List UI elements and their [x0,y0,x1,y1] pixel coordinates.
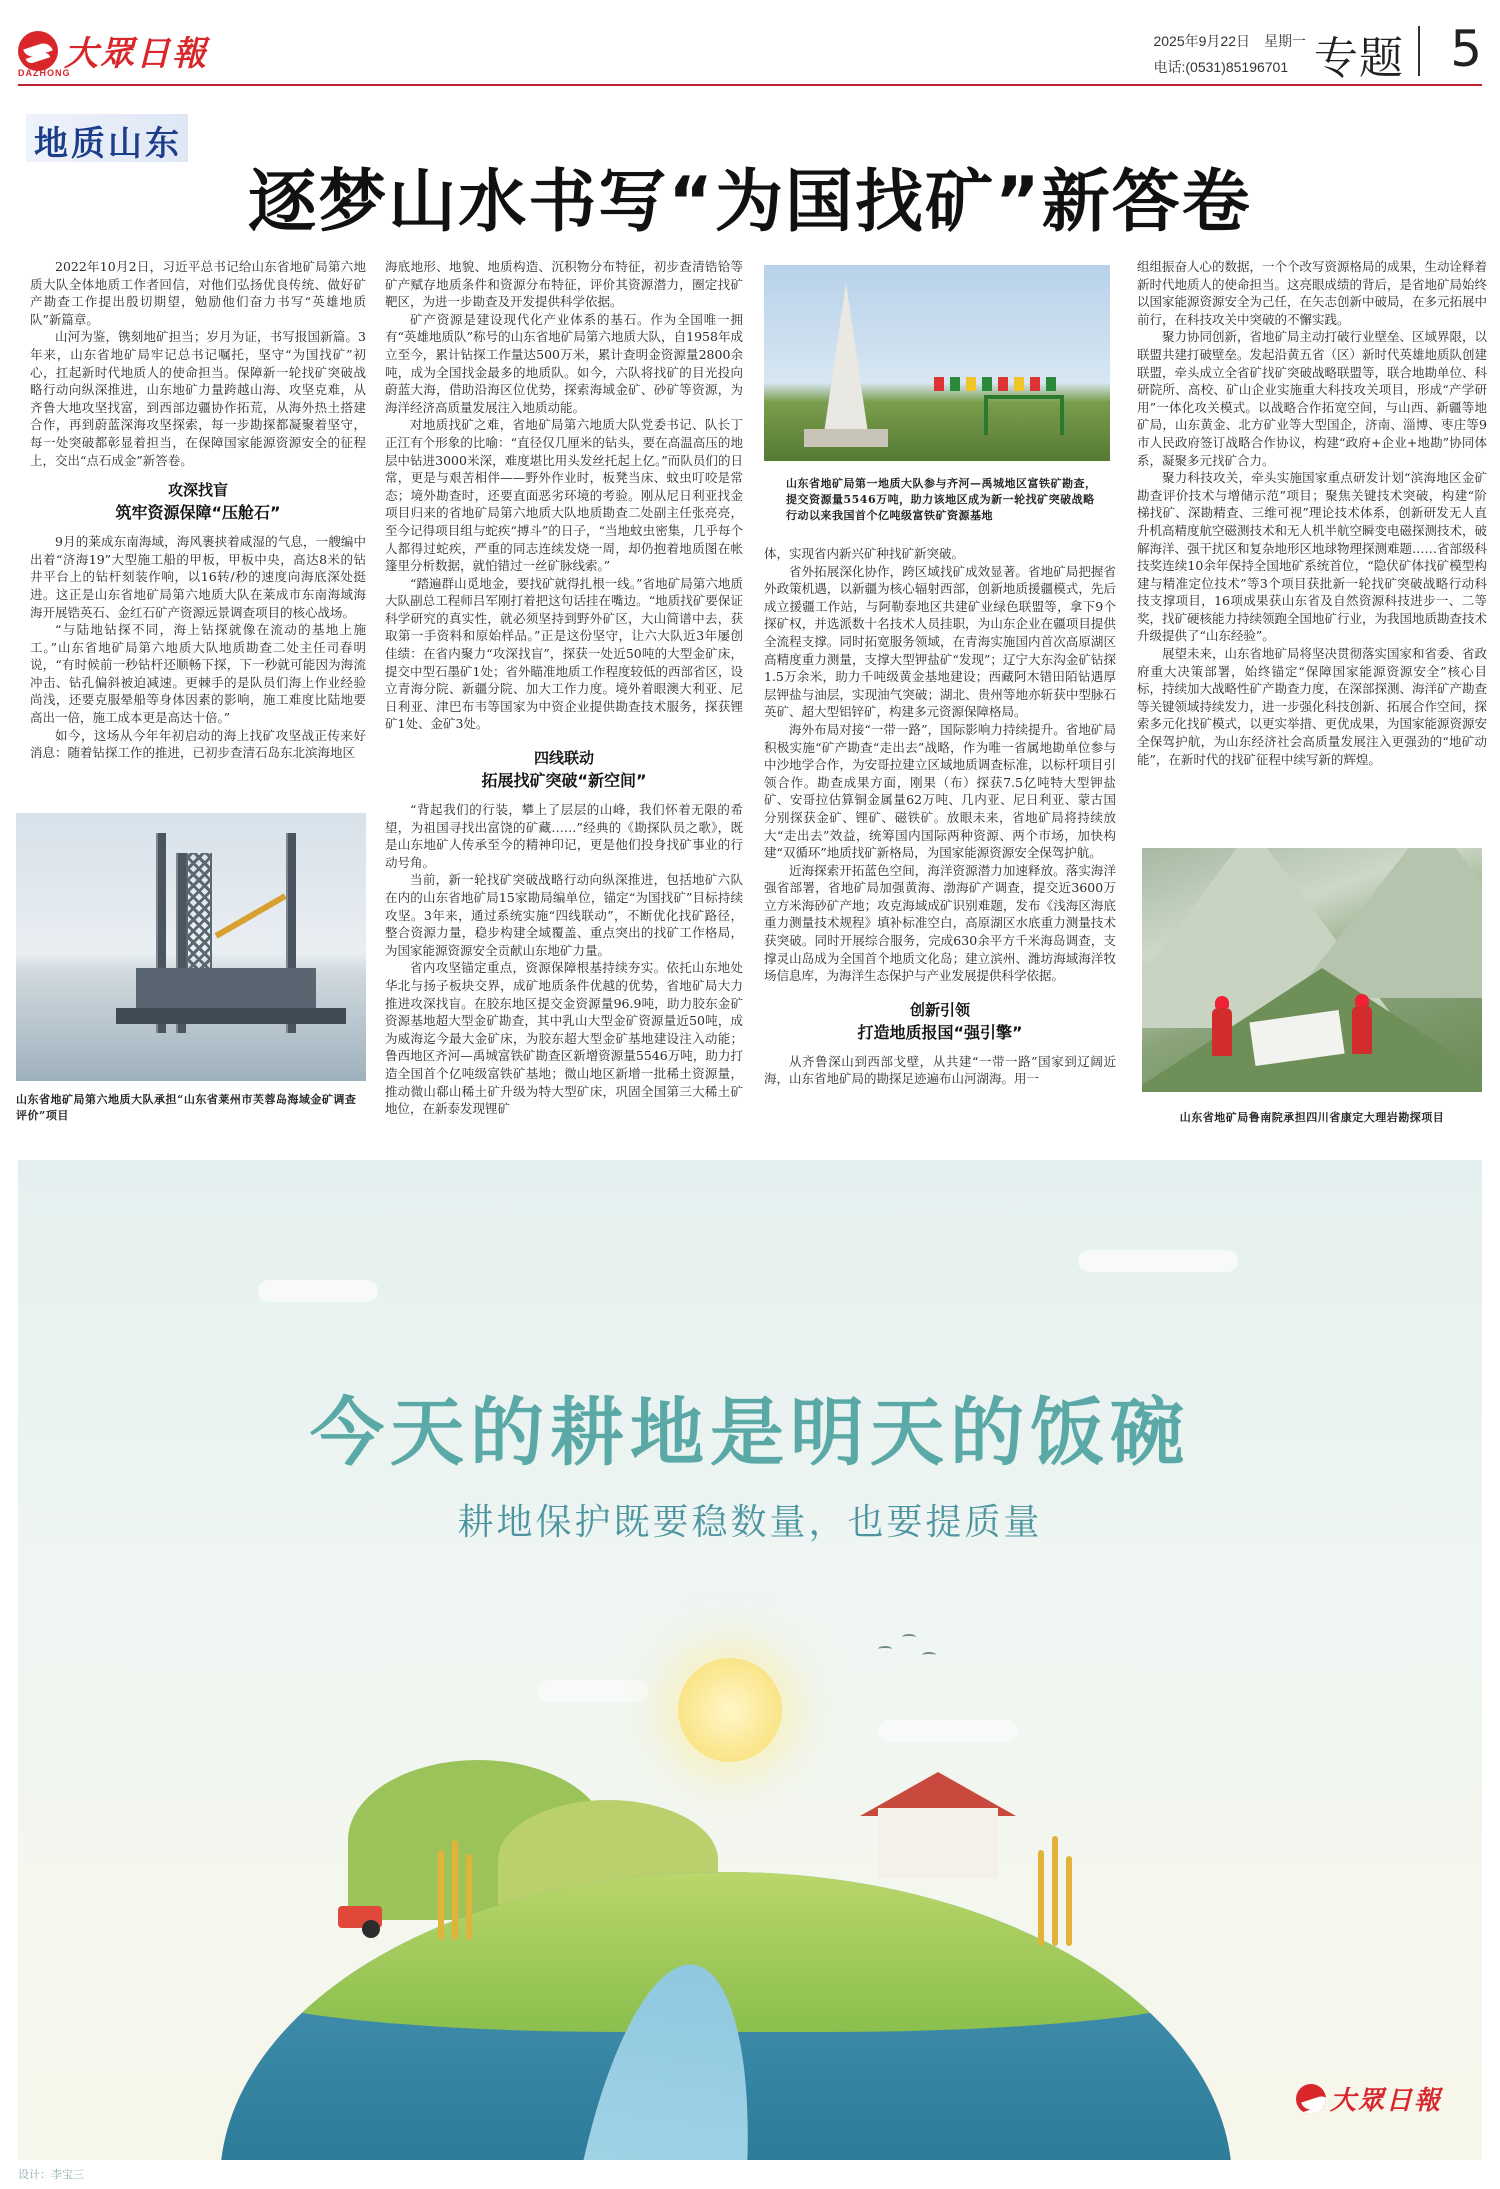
section3-title: 创新引领 [909,1000,970,1019]
article-paragraph: 组组振奋人心的数据，一个个改写资源格局的成果，生动诠释着新时代地质人的使命担当。这亮眼成绩的背后，是省地矿局始终以国家能源资源安全为己任，在矢志创新中破局，在多元拓展中前行，在科技攻关中突破的不懈实践。 [1137,259,1487,327]
article-paragraph: 海外布局对接“一带一路”，国际影响力持续提升。省地矿局积极实施“矿产勘查“走出去”战略，作为唯一省属地勘单位参与中沙地学合作，为安哥拉建立区域地质调查标准，以标杆项目引领合作。勘查成果方面，刚果（布）探获7.5亿吨特大型钾盐矿、安哥拉估算铜金属量62万吨、几内亚、尼日利亚、蒙古国分别探获金矿、锂矿、磁铁矿。放眼未来，省地矿局将持续放大“走出去”效益，统筹国内国际两种资源、两个市场，加快构建“双循环”地质找矿新格局，为国家能源资源安全保驾护航。 [764,721,1116,861]
article-paragraph: 海底地形、地貌、地质构造、沉积物分布特征，初步查清锆铪等矿产赋存地质条件和资源分布特征，评价其资源潜力，圈定找矿靶区，为进一步勘查及开发提供科学依据。 [385,259,743,310]
monument-photo[interactable] [764,265,1110,461]
header-divider [1418,26,1420,76]
header-rule [18,84,1482,86]
bird-icon [922,1652,936,1658]
intro-paragraph: 2022年10月2日，习近平总书记给山东省地矿局第六地质大队全体地质工作者回信，对他们弘扬优良传统、做好矿产勘查工作提出殷切期望，勉励他们奋力书写“英雄地质队”新篇章。 [30,259,366,327]
rig-deck [136,968,316,1018]
section1-title: 攻深找盲 [167,481,228,500]
wheat-stalk [1052,1836,1058,1946]
designer-credit: 设计：李宝三 [18,2169,84,2181]
farmland-poster [18,1160,1482,2160]
wheat-stalk [452,1840,458,1940]
monument-obelisk [824,283,868,433]
section1-paragraph: 9月的莱成东南海域，海风裹挟着咸湿的气息，一艘编中出着“济海19”大型施工船的甲板，甲板中央，高达8米的钻井平台上的钻杆刻装作响，以16转/秒的速度向海底深处挺进。这正是山东省地矿局第六地质大队在莱成市东南海域海海开展锆英石、金红石矿产资源远景调查项目的核心战场。 [30,534,366,620]
logo-emblem-icon [1296,2084,1326,2114]
article-paragraph: 省外拓展深化协作，跨区域找矿成效显著。省地矿局把握省外政策机遇，以新疆为核心辐射西部，创新地质援疆模式，先后成立援疆工作站，与阿勒泰地区共建矿业绿色联盟等，拿下9个探矿权，并选派数十名技术人员挂职，为山东企业在疆项目提供全流程支撑。同时拓宽服务领域，在青海实施国内首次高原湖区高精度重力测量，支撑大型钾盐矿“发现”；辽宁大东沟金矿钻探1.5万余米，助力千吨级黄金基地建设；西藏阿木错田陌钻遇厚层钾盐与油层，实现油气突破；湖北、贵州等地亦斩获中型脉石英矿、超大型铝锌矿，构建多元资源保障格局。 [764,563,1116,720]
article-paragraph: 展望未来，山东省地矿局将坚决贯彻落实国家和省委、省政府重大决策部署，始终锚定“保障国家能源资源安全”核心目标，持续加大战略性矿产勘查力度，在深部探测、海洋矿产勘查等关键领域持续发力，进一步强化科技创新、拓展合作空间，探索多元化找矿模式，以更实举措、更优成果，为国家能源资源安全保驾护航，为山东经济社会高质量发展注入更强劲的“地矿动能”，在新时代的找矿征程中续写新的辉煌。 [1137,646,1487,767]
cloud [878,1720,1018,1742]
poster-subtitle: 耕地保护既要稳数量，也要提质量 [457,1502,1043,1543]
mountain-photo-caption: 山东省地矿局鲁南院承担四川省康定大理岩勘探项目 [1179,1111,1445,1124]
farmhouse [878,1808,998,1878]
monument-photo-caption: 山东省地矿局第一地质大队参与齐河—禹城地区富铁矿勘查，提交资源量5546万吨，助力该地区成为新一轮找矿突破战略行动以来我国首个亿吨级富铁矿资源基地 [786,477,1097,522]
article-paragraph: 聚力协同创新，省地矿局主动打破行业壁垒、区域界限，以联盟共建打破壁垒。发起沿黄五省（区）新时代英雄地质队创建联盟，牵头成立全省矿找矿突破战略联盟等，联合地勘单位、科研院所、高校、矿山企业实施重大科技攻关项目，形成“产学研用”一体化攻关模式。以战略合作拓宽空间，与山西、新疆等地矿局，山东黄金、北方矿业等大型国企，济南、淄博、枣庄等9市人民政府签订战略合作协议，构建“政府+企业+地勘”协同体系，凝聚多元找矿合力。 [1137,329,1487,468]
flag-row [934,377,1056,391]
cloud [1078,1250,1238,1272]
masthead [18,20,1482,84]
logo-emblem-icon [18,31,58,71]
article-paragraph: 近海探索开拓蓝色空间，海洋资源潜力加速释放。落实海洋强省部署，省地矿局加强黄海、渤海矿产调查，提交近3600万立方米海砂矿产地；攻克海域成矿识别难题，发布《浅海区海底重力测量技术规程》填补标准空白，高原湖区水底重力测量技术获突破。同时开展综合服务，完成630余平方千米海岛调查，支撑灵山岛成为全国首个地质文化岛；建立滨州、潍坊海域海洋牧场信息库，为海洋生态保护与产业发展提供科学依据。 [764,862,1116,984]
section3-subtitle: 打造地质报国“强引擎” [857,1022,1023,1042]
section2-title: 四线联动 [533,749,594,768]
wheat-stalk [438,1850,444,1940]
offshore-rig-photo[interactable] [16,813,366,1081]
site-gate [984,395,1064,435]
section-name: 专题 [1314,33,1404,84]
section2-paragraph: 省内攻坚锚定重点，资源保障根基持续夯实。依托山东地处华北与扬子板块交界，成矿地质条件优越的优势，省地矿局大力推进攻深找盲。在胶东地区提交金资源量96.9吨，助力胶东金矿资源基地超大型金矿勘查，其中乳山大型金矿资源量近50吨，成为威海迄今最大金矿床，为胶东超大型金矿基地建设注入动能；鲁西地区齐河—禹城富铁矿勘查区新增资源量5546万吨，助力打造全国首个亿吨级富铁矿基地；微山地区新增一批稀土资源量，推动微山郗山稀土矿升级为特大型矿床，巩固全国第三大稀土矿地位，在新泰发现锂矿 [385,960,743,1117]
sun-icon [678,1658,782,1762]
article-paragraph: 矿产资源是建设现代化产业体系的基石。作为全国唯一拥有“英雄地质队”称号的山东省地矿局第六地质大队，自1958年成立至今，累计钻探工作量达500万米，累计查明金资源量2800余吨，成为全国找金最多的地质队。如今，六队将找矿的目光投向蔚蓝大海，借助沿海区位优势，探索海域金矿、砂矿等资源，为海洋经济高质量发展注入地质动能。 [385,311,743,415]
footer-logo[interactable] [1296,2080,1442,2117]
headline: 逐梦山水书写“为国找矿”新答卷 [248,163,1252,242]
rig-photo-caption: 山东省地矿局第六地质大队承担“山东省莱州市芙蓉岛海域金矿调查评价”项目 [16,1093,357,1122]
article-paragraph: 聚力科技攻关，牵头实施国家重点研发计划“滨海地区金矿勘查评价技术与增储示范”项目；聚焦关键技术突破，构建“阶梯找矿、深勘精查、三维可视”理论技术体系，创新研发无人直升机高精度航空磁测技术和无人机半航空瞬变电磁探测技术，破解海洋、强干扰区和复杂地形区地球物理探测难题……省部级科技奖连续10余年保持全国地矿系统首位，“隐伏矿体找矿模型构建与精准定位技术”等3个项目获批新一轮找矿突破战略行动科技支撑项目，16项成果获山东省及自然资源科技进步一、二等奖，找矿硬核能力持续领跑全国地矿行业，为我国地质勘查技术升级提供了“山东经验”。 [1137,470,1487,644]
section2-paragraph: 当前，新一轮找矿突破战略行动向纵深推进，包括地矿六队在内的山东省地矿局15家勘局编单位，锚定“为国找矿”目标持续攻坚。3年来，通过系统实施“四线联动”，不断优化找矿路径，整合资源力量，稳步构建全域覆盖、重点突出的找矿工作格局，为国家能源资源安全贡献山东地矿力量。 [385,872,743,958]
cloud [258,1280,378,1302]
footer-logo-text: 大眾日報 [1330,2086,1443,2116]
tractor-icon [338,1906,382,1928]
wheat-stalk [1066,1856,1072,1946]
header-meta [1153,28,1306,80]
article-column-2 [385,258,743,1128]
section3-paragraph: 从齐鲁深山到西部戈壁，从共建“一带一路”国家到辽阔近海，山东省地矿局的勘探足迹遍布山河湖海。用一 [764,1053,1116,1087]
logo-text: 大眾日報 [64,34,208,74]
article-paragraph: “踏遍群山觅地金，要找矿就得扎根一线。”省地矿局第六地质大队副总工程师吕军刚打着把这句话挂在嘴边。“地质找矿要保证科学研究的真实性，就必须坚持到野外矿区，大山简谱中去，获取第一手资料和原始样品。”正是这份坚守，让六大队近3年屡创佳绩：在省内聚力“攻深找盲”，探获一处近50吨的大型金矿床，提交中型石墨矿1处；省外瞄准地质工作程度较低的西部省区，设立青海分院、新疆分院、加大工作力度。境外着眼澳大利亚、尼日利亚、津巴布韦等国家为中资企业提供勘查技术服务，探获锂矿1处、金矿3处。 [385,575,743,732]
rig-crane [215,893,287,938]
wheat-stalk [466,1854,472,1940]
article-paragraph: 对地质找矿之难，省地矿局第六地质大队党委书记、队长丁正江有个形象的比喻：“直径仅几厘米的钻头，要在高温高压的地层中钻进3000米深，难度堪比用头发丝托起上亿。”而队员们的日常，更是与艰苦相伴——野外作业时，板凳当床、蚊虫叮咬是常态；境外勘查时，还要直面恶劣环境的考验。刚从尼日利亚找金项目归来的省地矿局第六地质大队地质勘查二处副主任张亮亮，至今记得项目组与蛇疾“搏斗”的日子，“当地蚊虫密集，几乎每个人都得过蛇疾，严重的同志连续发烧一周，却仍抱着地质图在帐篷里分析数据，就怕错过一丝矿脉线索。” [385,417,743,574]
article-column-1 [30,258,366,782]
section1-paragraph: 如今，这场从今年年初启动的海上找矿攻坚战正传来好消息：随着钻探工作的推进，已初步查清石岛东北滨海地区 [30,727,366,761]
logo-subtext: DAZHONG [18,68,71,78]
worker-figure [1352,1006,1372,1054]
monument-base [804,429,888,447]
section2-paragraph: “背起我们的行装，攀上了层层的山峰，我们怀着无限的希望，为祖国寻找出富饶的矿藏……”经典的《勘探队员之歌》，既是山东地矿人传承至今的精神印记，更是他们投身找矿事业的行动号角。 [385,802,743,870]
wheat-stalk [1038,1850,1044,1946]
section1-paragraph: “与陆地钻探不同，海上钻探就像在流动的基地上施工。”山东省地矿局第六地质大队地质勘查二处主任司春明说，“有时候前一秒钻杆还顺畅下探，下一秒就可能因为海流冲击、钻孔偏斜被迫减速。更棘手的是队员们海上作业经验尚浅，还要克服晕船等身体因素的影响，施工难度比陆地要高出一倍，施工成本更是高达十倍。” [30,622,366,726]
rig-derrick [186,853,212,973]
section1-subtitle: 筑牢资源保障“压舱石” [115,503,281,523]
column-tag-label: 地质山东 [34,124,182,164]
article-column-4 [1137,258,1487,818]
cloud [538,1680,648,1702]
editorial-phone: 电话:(0531)85196701 [1153,59,1289,75]
article-column-3 [764,545,1116,1133]
mountain-survey-photo[interactable] [1142,848,1482,1092]
intro-paragraph: 山河为鉴，镌刻地矿担当；岁月为证，书写报国新篇。3年来，山东省地矿局牢记总书记嘱托，坚守“为国找矿”初心，扛起新时代地质人的使命担当。保障新一轮找矿突破战略行动向纵深推进，山东地矿力量跨越山海、攻坚克难，从齐鲁大地攻坚找富，到西部边疆协作拓荒，从海外热土搭建合作，再到蔚蓝深海攻坚探索，每一步勘探都凝聚着坚守，每一处突破都彰显着担当，在保障国家能源资源安全的征程上，交出“点石成金”新答卷。 [30,329,366,468]
issue-date: 2025年9月22日 星期一 [1153,33,1306,49]
article-paragraph: 体，实现省内新兴矿种找矿新突破。 [764,546,965,561]
bird-icon [902,1634,916,1640]
section2-subtitle: 拓展找矿突破“新空间” [481,771,647,791]
poster-title: 今天的耕地是明天的饭碗 [310,1390,1190,1476]
worker-figure [1212,1008,1232,1056]
page-number: 5 [1450,20,1482,78]
bird-icon [878,1646,892,1652]
